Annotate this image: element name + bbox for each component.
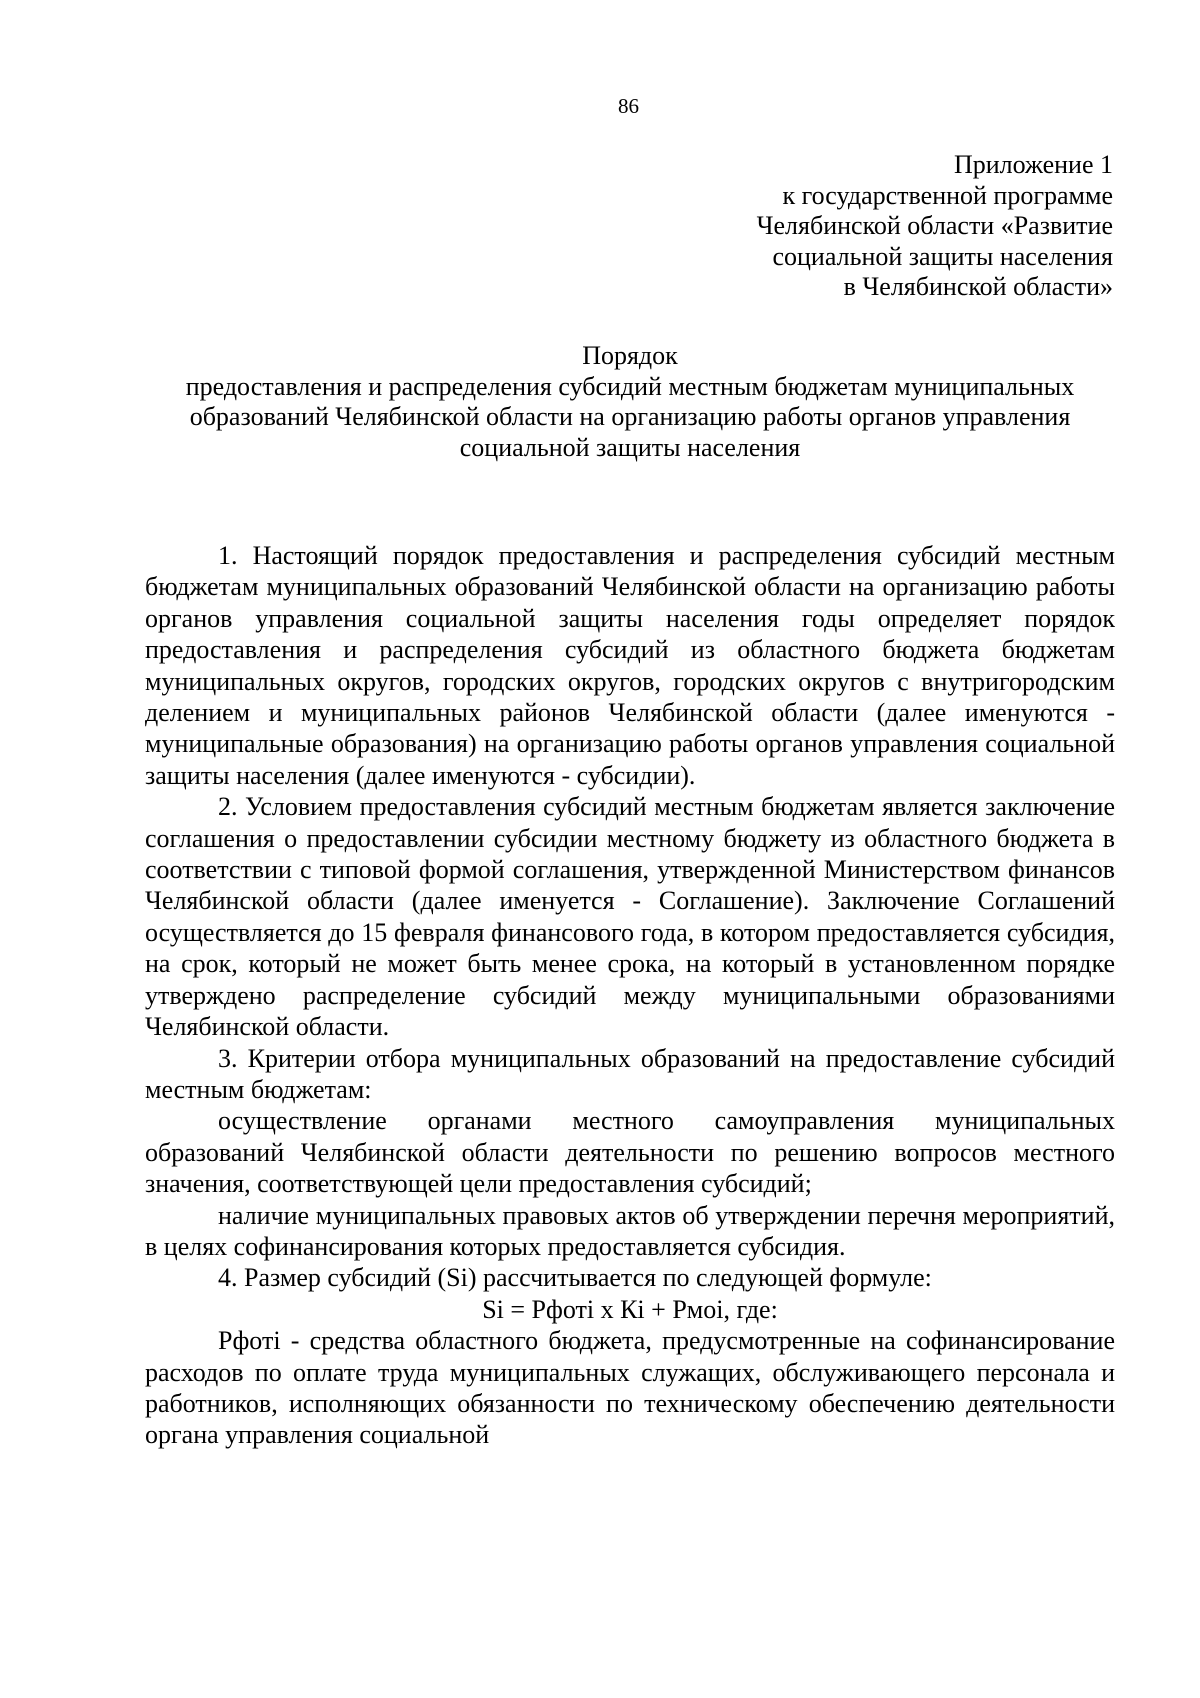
document-title <box>145 341 1115 463</box>
paragraph-4: 4. Размер субсидий (Si) рассчитывается по следующей формуле: <box>218 1263 932 1293</box>
appendix-line: Челябинской области «Развитие <box>756 211 1113 240</box>
title-line: Порядок <box>582 341 678 370</box>
title-line: предоставления и распределения субсидий местным бюджетам муниципальных <box>185 371 1075 401</box>
title-line: образований Челябинской области на организацию работы органов управления <box>189 402 1071 431</box>
appendix-line: в Челябинской области» <box>843 272 1113 301</box>
document-body <box>145 540 1115 1451</box>
formula: Si = Рфотi x Кi + Рмоi, где: <box>482 1294 778 1324</box>
appendix-line: социальной защиты населения <box>772 241 1113 271</box>
page-number: 86 <box>618 94 639 118</box>
criteria-item-1: осуществление органами местного самоуправления муниципальных образований Челябинской области деятельности по решению вопросов местного значения, соответствующей цели предоставления субсидий; <box>145 1106 1115 1199</box>
appendix-line: Приложение 1 <box>953 150 1113 179</box>
formula-definition: Рфотi - средства областного бюджета, предусмотренные на софинансирование расходов по оплате труда муниципальных служащих, обслуживающего персонала и работников, исполняющих обязанности по техническому обеспечению деятельности органа управления социальной <box>145 1326 1115 1450</box>
paragraph-1: 1. Настоящий порядок предоставления и распределения субсидий местным бюджетам муниципальных образований Челябинской области на организацию работы органов управления социальной защиты населения годы определяет порядок предоставления и распределения субсидий из областного бюджета бюджетам муниципальных округов, городских округов, городских округов с внутригородским делением и муниципальных районов Челябинской области (далее именуются - муниципальные образования) на организацию работы органов управления социальной защиты населения (далее именуются - субсидии). <box>145 541 1115 790</box>
appendix-header <box>757 150 1113 303</box>
title-line: социальной защиты населения <box>459 432 801 462</box>
paragraph-3: 3. Критерии отбора муниципальных образований на предоставление субсидий местным бюджетам: <box>145 1043 1115 1104</box>
paragraph-2: 2. Условием предоставления субсидий местным бюджетам является заключение соглашения о предоставлении субсидии местному бюджету из областного бюджета в соответствии с типовой формой соглашения, утвержденной Министерством финансов Челябинской области (далее именуется - Соглашение). Заключение Соглашений осуществляется до 15 февраля финансового года, в котором предоставляется субсидия, на срок, который не может быть менее срока, на который в установленном порядке утверждено распределение субсидий между муниципальными образованиями Челябинской области. <box>145 792 1115 1042</box>
criteria-item-2: наличие муниципальных правовых актов об утверждении перечня мероприятий, в целях софинансирования которых предоставляется субсидия. <box>145 1200 1115 1261</box>
appendix-line: к государственной программе <box>782 180 1113 210</box>
